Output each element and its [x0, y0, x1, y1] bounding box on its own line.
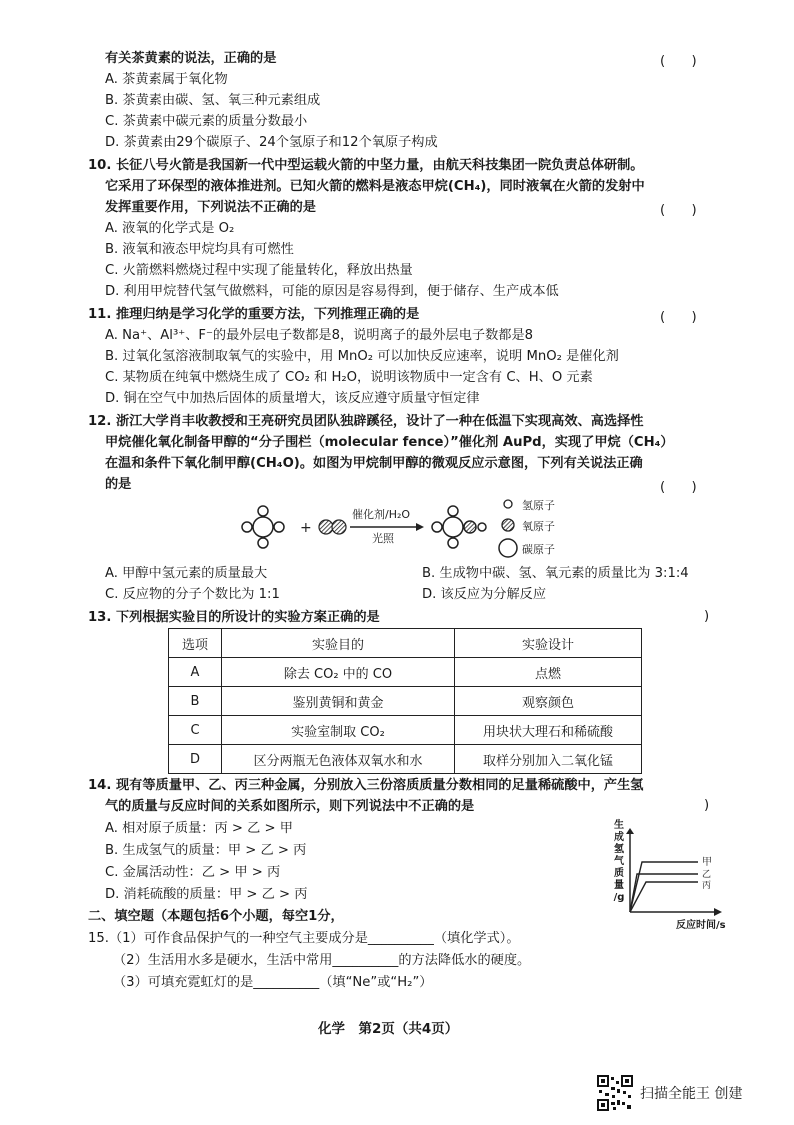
table-cell: 用块状大理石和稀硫酸	[455, 716, 642, 745]
table-header-purpose: 实验目的	[222, 629, 455, 658]
methane-molecule	[242, 506, 284, 548]
q12-answer-paren: ( )	[660, 480, 697, 495]
series-line-bing	[630, 882, 698, 912]
page-footer: 化学 第2页（共4页）	[318, 1021, 459, 1037]
q11-stem: 11. 推理归纳是学习化学的重要方法，下列推理正确的是	[88, 307, 420, 322]
q11-option-c: C. 某物质在纯氧中燃烧生成了 CO₂ 和 H₂O，说明该物质中一定含有 C、H、O 元素	[105, 370, 593, 385]
series-label-jia: 甲	[702, 857, 712, 868]
q15-line-3: （3）可填充霓虹灯的是__________（填“Ne”或“H₂”）	[113, 975, 433, 990]
chart-ylabel-char: 氢	[614, 844, 624, 855]
table-cell: C	[169, 716, 222, 745]
q11-answer-paren: ( )	[660, 310, 697, 325]
q15-line-2: （2）生活用水多是硬水，生活中常用__________的方法降低水的硬度。	[113, 953, 531, 968]
table-header-row	[169, 629, 642, 658]
q10-option-a: A. 液氧的化学式是 O₂	[105, 221, 235, 236]
q12-option-a: A. 甲醇中氢元素的质量最大	[105, 566, 268, 581]
series-line-jia	[630, 862, 698, 912]
q14-option-d: D. 消耗硫酸的质量：甲 > 乙 > 丙	[105, 887, 308, 902]
table-cell: B	[169, 687, 222, 716]
chart-xlabel: 反应时间/s	[676, 920, 726, 931]
q14-option-a: A. 相对原子质量：丙 > 乙 > 甲	[105, 821, 293, 836]
reaction-diagram	[240, 494, 560, 564]
q15-line-1: 15.（1）可作食品保护气的一种空气主要成分是__________（填化学式）。	[88, 931, 520, 946]
table-row	[169, 745, 642, 774]
table-cell: 点燃	[455, 658, 642, 687]
chart-ylabel-char: /g	[613, 892, 625, 903]
q10-stem-line-3: 发挥重要作用，下列说法不正确的是	[105, 200, 316, 215]
q10-option-b: B. 液氧和液态甲烷均具有可燃性	[105, 242, 294, 257]
legend-carbon-label: 碳原子	[522, 543, 555, 556]
legend-carbon-symbol	[499, 539, 517, 557]
methanol-molecule	[432, 506, 486, 548]
table-row	[169, 687, 642, 716]
legend-oxygen-symbol	[502, 519, 514, 531]
q12-stem-line-1: 12. 浙江大学肖丰收教授和王亮研究员团队独辟蹊径，设计了一种在低温下实现高效、高选择性	[88, 414, 644, 429]
table-cell: A	[169, 658, 222, 687]
scanner-watermark-text: 扫描全能王 创建	[640, 1086, 743, 1102]
experiment-table	[168, 628, 642, 774]
q9-answer-paren: ( )	[660, 54, 697, 69]
reaction-condition-bottom: 光照	[372, 532, 394, 545]
q10-option-c: C. 火箭燃料燃烧过程中实现了能量转化，释放出热量	[105, 263, 413, 278]
q11-option-a: A. Na⁺、Al³⁺、F⁻的最外层电子数都是8，说明离子的最外层电子数都是8	[105, 328, 534, 343]
q12-option-d: D. 该反应为分解反应	[422, 587, 547, 602]
q11-option-b: B. 过氧化氢溶液制取氧气的实验中，用 MnO₂ 可以加快反应速率，说明 MnO₂ 是催化剂	[105, 349, 619, 364]
q14-stem-line-1: 14. 现有等质量甲、乙、丙三种金属，分别放入三份溶质质量分数相同的足量稀硫酸中，产生氢	[88, 778, 644, 793]
table-cell: D	[169, 745, 222, 774]
q12-option-c: C. 反应物的分子个数比为 1:1	[105, 587, 280, 602]
table-cell: 观察颜色	[455, 687, 642, 716]
q11-option-d: D. 铜在空气中加热后固体的质量增大，该反应遵守质量守恒定律	[105, 391, 480, 406]
q9-option-a: A. 茶黄素属于氧化物	[105, 72, 228, 87]
table-row	[169, 716, 642, 745]
q13-stem: 13. 下列根据实验目的所设计的实验方案正确的是	[88, 610, 380, 625]
chart-ylabel	[612, 820, 626, 904]
series-label-yi: 乙	[702, 870, 712, 880]
chart-ylabel-char: 气	[614, 856, 624, 867]
series-label-bing: 丙	[702, 881, 712, 891]
q9-option-c: C. 茶黄素中碳元素的质量分数最小	[105, 114, 308, 129]
q12-option-b: B. 生成物中碳、氢、氧元素的质量比为 3:1:4	[422, 566, 689, 581]
q12-stem-line-2: 甲烷催化氧化制备甲醇的“分子围栏（molecular fence）”催化剂 AuPd，实现了甲烷（CH₄）	[105, 435, 674, 450]
chart-ylabel-char: 生	[614, 820, 624, 831]
table-cell: 取样分别加入二氧化锰	[455, 745, 642, 774]
plus-sign: +	[300, 520, 312, 536]
q9-stem: 有关茶黄素的说法，正确的是	[105, 51, 277, 66]
reaction-arrowhead	[416, 523, 424, 531]
table-cell: 除去 CO₂ 中的 CO	[222, 658, 455, 687]
section-2-title: 二、填空题（本题包括6个小题，每空1分，	[88, 909, 344, 924]
table-header-option: 选项	[169, 629, 222, 658]
q10-answer-paren: ( )	[660, 203, 697, 218]
reaction-condition-top: 催化剂/H₂O	[352, 508, 411, 521]
chart-ylabel-char: 量	[614, 880, 624, 891]
q12-stem-line-4: 的是	[105, 477, 132, 492]
legend-hydrogen-label: 氢原子	[522, 499, 555, 512]
q9-option-d: D. 茶黄素由29个碳原子、24个氢原子和12个氧原子构成	[105, 135, 438, 150]
chart-x-arrowhead	[714, 908, 722, 916]
q10-option-d: D. 利用甲烷替代氢气做燃料，可能的原因是容易得到，便于储存、生产成本低	[105, 284, 559, 299]
q10-stem-line-1: 10. 长征八号火箭是我国新一代中型运载火箭的中坚力量，由航天科技集团一院负责总体研制。	[88, 158, 644, 173]
q9-option-b: B. 茶黄素由碳、氢、氧三种元素组成	[105, 93, 321, 108]
hydrogen-time-chart	[626, 828, 726, 918]
q14-option-b: B. 生成氢气的质量：甲 > 乙 > 丙	[105, 843, 307, 858]
table-header-design: 实验设计	[455, 629, 642, 658]
q13-answer-paren: )	[704, 609, 710, 624]
qr-code-icon	[597, 1075, 633, 1111]
chart-ylabel-char: 成	[614, 832, 624, 843]
q14-stem-line-2: 气的质量与反应时间的关系如图所示，则下列说法中不正确的是	[105, 799, 475, 814]
chart-y-arrowhead	[626, 828, 634, 834]
table-cell: 实验室制取 CO₂	[222, 716, 455, 745]
q12-stem-line-3: 在温和条件下氧化制甲醇(CH₄O)。如图为甲烷制甲醇的微观反应示意图，下列有关说法正确	[105, 456, 643, 471]
q10-stem-line-2: 它采用了环保型的液体推进剂。已知火箭的燃料是液态甲烷(CH₄)，同时液氧在火箭的发射中	[105, 179, 645, 194]
q14-option-c: C. 金属活动性：乙 > 甲 > 丙	[105, 865, 281, 880]
q14-answer-paren: )	[704, 798, 710, 813]
legend-hydrogen-symbol	[504, 500, 512, 508]
table-cell: 区分两瓶无色液体双氧水和水	[222, 745, 455, 774]
oxygen-molecule	[319, 520, 346, 534]
legend-oxygen-label: 氧原子	[522, 520, 555, 533]
table-row	[169, 658, 642, 687]
chart-ylabel-char: 质	[614, 868, 624, 879]
table-cell: 鉴别黄铜和黄金	[222, 687, 455, 716]
